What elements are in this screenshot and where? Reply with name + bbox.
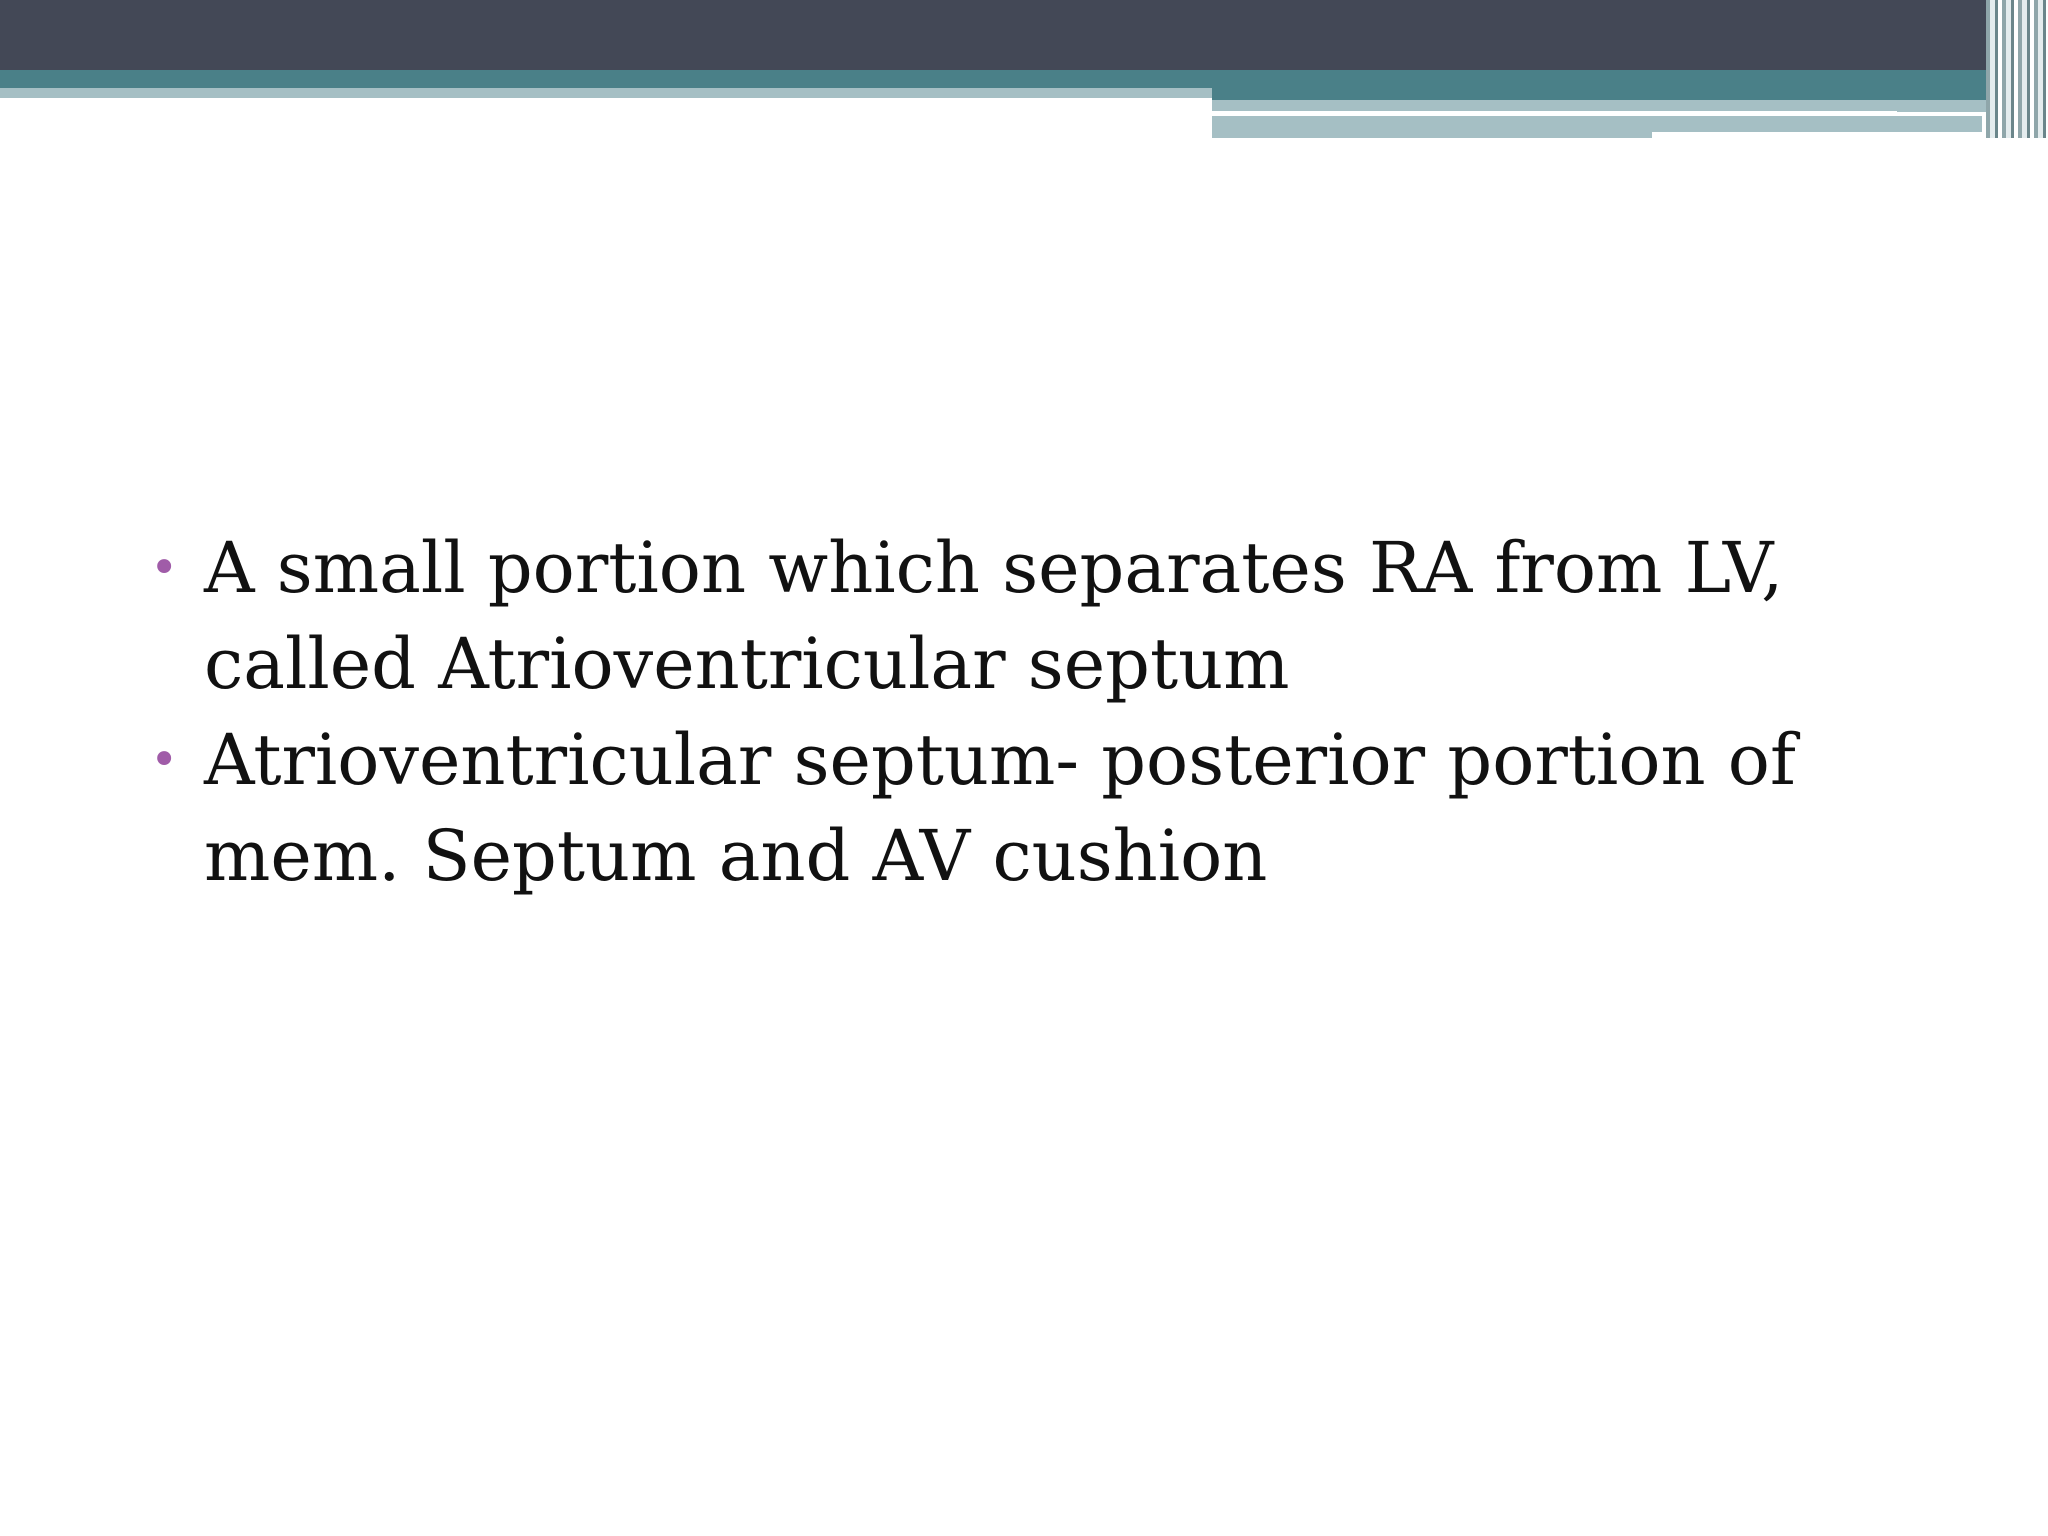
header-band-teal-left (0, 70, 1212, 88)
bullet-dot-icon: • (150, 732, 179, 788)
slide-body (150, 520, 1910, 904)
bullet-list (150, 520, 1910, 904)
bullet-text: A small portion which separates RA from LV, called Atrioventricular septum (204, 527, 1784, 705)
header-band-dark (0, 0, 2048, 70)
header-band-light-left (0, 88, 1212, 98)
bullet-item (150, 520, 1910, 712)
header-band-light-right-tail (1652, 116, 1982, 132)
bullet-item (150, 712, 1910, 904)
header-stripes-decoration (1986, 0, 2048, 138)
bullet-dot-icon: • (150, 540, 179, 596)
bullet-text: Atrioventricular septum- posterior portion of mem. Septum and AV cushion (204, 719, 1796, 897)
header-band-light-right-lower (1212, 116, 1652, 138)
header-band-teal-right (1212, 70, 2048, 100)
